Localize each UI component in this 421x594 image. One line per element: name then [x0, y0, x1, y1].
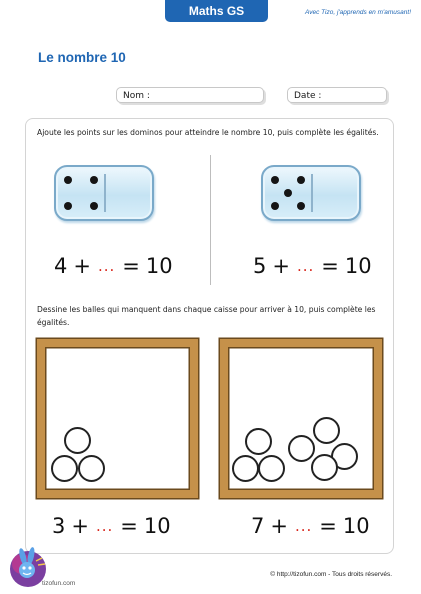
- domino-separator: [311, 174, 313, 212]
- domino-dot: [64, 176, 72, 184]
- result: 10: [145, 254, 173, 278]
- addend: 4: [54, 254, 68, 278]
- tagline: Avec Tizo, j'apprends en m'amusant!: [305, 9, 411, 16]
- level-badge: Maths GS: [165, 0, 268, 22]
- ball: [64, 427, 91, 454]
- answer-blank[interactable]: ...: [294, 517, 313, 535]
- domino-right: [261, 165, 361, 221]
- domino-separator: [104, 174, 106, 212]
- domino-dot: [64, 202, 72, 210]
- ball: [288, 435, 315, 462]
- name-field[interactable]: [116, 87, 264, 103]
- equals-sign: =: [120, 514, 138, 538]
- domino-dot: [271, 202, 279, 210]
- addend: 7: [251, 514, 265, 538]
- ball: [245, 428, 272, 455]
- name-label: Nom :: [123, 91, 150, 101]
- result: 10: [143, 514, 171, 538]
- answer-blank[interactable]: ...: [97, 257, 116, 275]
- domino-dot: [90, 176, 98, 184]
- equals-sign: =: [122, 254, 140, 278]
- plus-sign: +: [270, 514, 288, 538]
- exercise2-instruction: Dessine les balles qui manquent dans chaque caisse pour arriver à 10, puis complète les égalités.: [37, 305, 376, 327]
- plus-sign: +: [272, 254, 290, 278]
- equation-crate-left: [52, 514, 171, 538]
- domino-dot: [284, 189, 292, 197]
- domino-dot: [297, 176, 305, 184]
- ball: [51, 455, 78, 482]
- addend: 5: [253, 254, 267, 278]
- equation-domino-left: [54, 254, 173, 278]
- equation-domino-right: [253, 254, 372, 278]
- domino-dot: [297, 202, 305, 210]
- equals-sign: =: [319, 514, 337, 538]
- domino-dot: [90, 202, 98, 210]
- section-divider: [210, 155, 211, 285]
- plus-sign: +: [73, 254, 91, 278]
- answer-blank[interactable]: ...: [95, 517, 114, 535]
- addend: 3: [52, 514, 66, 538]
- result: 10: [344, 254, 372, 278]
- ball: [232, 455, 259, 482]
- ball: [311, 454, 338, 481]
- equals-sign: =: [321, 254, 339, 278]
- domino-dot: [271, 176, 279, 184]
- ball: [78, 455, 105, 482]
- crate-right[interactable]: [220, 339, 382, 498]
- ball: [258, 455, 285, 482]
- exercise1-instruction: Ajoute les points sur les dominos pour atteindre le nombre 10, puis complète les égalités.: [37, 128, 379, 137]
- answer-blank[interactable]: ...: [296, 257, 315, 275]
- copyright-notice: © http://tizofun.com - Tous droits réservés.: [270, 571, 392, 578]
- date-field[interactable]: [287, 87, 387, 103]
- result: 10: [342, 514, 370, 538]
- page-title: Le nombre 10: [38, 50, 126, 65]
- plus-sign: +: [71, 514, 89, 538]
- logo-wordmark: tizofun.com: [42, 580, 76, 587]
- ball: [313, 417, 340, 444]
- domino-left: [54, 165, 154, 221]
- equation-crate-right: [251, 514, 370, 538]
- date-label: Date :: [294, 91, 322, 101]
- crate-left[interactable]: [37, 339, 198, 498]
